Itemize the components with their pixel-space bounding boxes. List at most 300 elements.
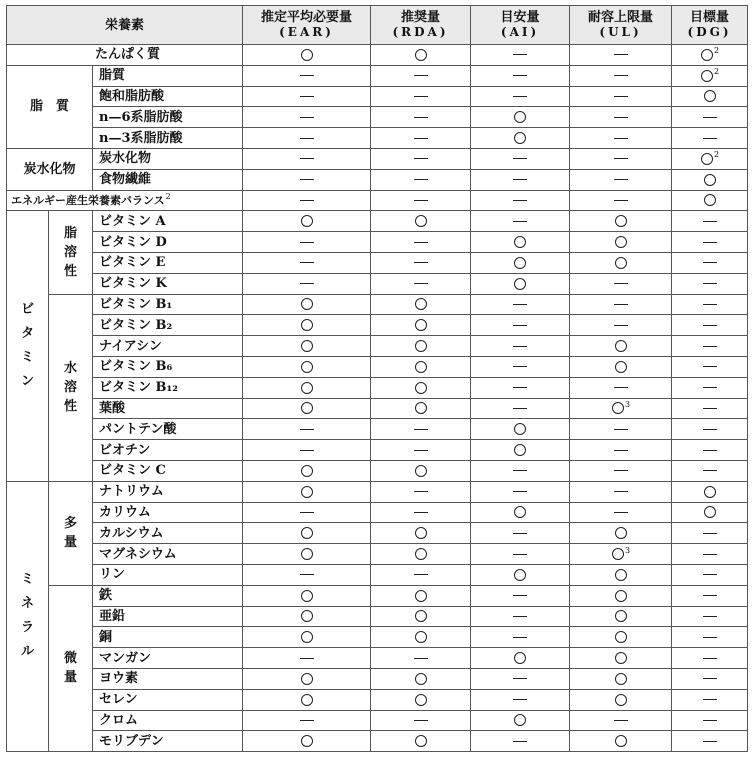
- dash-mark-icon: [414, 262, 428, 263]
- header-dg: 目標量 (DG): [672, 6, 748, 45]
- circle-mark-icon: [615, 527, 627, 539]
- nutrient-label: ビオチン: [99, 442, 151, 458]
- value-dg: [672, 731, 748, 752]
- nutrient-table-container: [6, 5, 747, 752]
- circle-mark-icon: [514, 714, 526, 726]
- dash-mark-icon: [614, 325, 628, 326]
- dash-mark-icon: [300, 96, 314, 97]
- value-dg: [672, 273, 748, 294]
- dash-mark-icon: [703, 554, 717, 555]
- value-ai: [471, 86, 570, 107]
- value-dg: [672, 232, 748, 253]
- dash-mark-icon: [614, 387, 628, 388]
- circle-mark-icon: [301, 319, 313, 331]
- value-dg: [672, 689, 748, 710]
- dash-mark-icon: [703, 221, 717, 222]
- value-dg: [672, 440, 748, 461]
- circle-mark-icon: [301, 402, 313, 414]
- value-rda: [371, 107, 471, 128]
- nutrient-label: 飽和脂肪酸: [99, 88, 165, 104]
- value-rda: [371, 398, 471, 419]
- group-fat-soluble-char: 脂: [63, 225, 77, 241]
- nutrient-name: [93, 107, 243, 128]
- nutrient-label: n—6系脂肪酸: [99, 109, 183, 125]
- value-ear: [243, 169, 371, 190]
- value-rda: [371, 148, 471, 169]
- circle-mark-icon: [415, 298, 427, 310]
- value-ai: [471, 440, 570, 461]
- value-ul: [570, 544, 672, 565]
- value-ear: [243, 252, 371, 273]
- value-ai: [471, 128, 570, 149]
- nutrient-name: [7, 190, 243, 211]
- dash-mark-icon: [414, 138, 428, 139]
- circle-mark-icon: [301, 527, 313, 539]
- value-rda: [371, 544, 471, 565]
- value-ear: [243, 627, 371, 648]
- value-ai: [471, 107, 570, 128]
- value-rda: [371, 336, 471, 357]
- dash-mark-icon: [703, 720, 717, 721]
- dash-mark-icon: [513, 533, 527, 534]
- value-ai: [471, 627, 570, 648]
- dash-mark-icon: [513, 304, 527, 305]
- table-row: [7, 128, 748, 149]
- value-ul: [570, 710, 672, 731]
- circle-mark-icon: [301, 215, 313, 227]
- group-vitamin-char: ビ: [20, 302, 34, 318]
- dash-mark-icon: [300, 720, 314, 721]
- circle-mark-icon: [615, 590, 627, 602]
- value-ear: [243, 336, 371, 357]
- value-ai: [471, 648, 570, 669]
- dash-mark-icon: [703, 408, 717, 409]
- dash-mark-icon: [414, 200, 428, 201]
- value-ai: [471, 336, 570, 357]
- circle-mark-icon: [701, 70, 713, 82]
- nutrient-label: ナイアシン: [99, 338, 162, 354]
- nutrient-name: [93, 481, 243, 502]
- value-rda: [371, 585, 471, 606]
- footnote-mark: 2: [713, 46, 720, 56]
- value-rda: [371, 440, 471, 461]
- dash-mark-icon: [703, 387, 717, 388]
- circle-mark-icon: [301, 49, 313, 61]
- dash-mark-icon: [614, 179, 628, 180]
- dash-mark-icon: [513, 366, 527, 367]
- circle-mark-icon: [415, 382, 427, 394]
- group-water-soluble: [49, 294, 93, 481]
- circle-mark-icon: [301, 382, 313, 394]
- value-ear: [243, 585, 371, 606]
- circle-mark-icon: [615, 673, 627, 685]
- circle-mark-icon: [301, 361, 313, 373]
- group-mineral-char: ル: [20, 644, 34, 660]
- table-row: [7, 356, 748, 377]
- nutrient-name: [93, 523, 243, 544]
- dash-mark-icon: [300, 429, 314, 430]
- group-water-soluble-char: 性: [63, 399, 77, 415]
- circle-mark-icon: [615, 340, 627, 352]
- circle-mark-icon: [301, 610, 313, 622]
- header-ear: 推定平均必要量 (EAR): [243, 6, 371, 45]
- value-ear: [243, 86, 371, 107]
- value-dg: [672, 606, 748, 627]
- circle-mark-icon: [415, 673, 427, 685]
- nutrient-label: 葉酸: [99, 400, 126, 416]
- group-mineral-char: ミ: [20, 572, 34, 588]
- dash-mark-icon: [614, 96, 628, 97]
- table-row: [7, 232, 748, 253]
- circle-mark-icon: [415, 548, 427, 560]
- nutrient-label: ヨウ素: [99, 671, 139, 687]
- value-ai: [471, 211, 570, 232]
- group-mineral-char: ラ: [20, 620, 34, 636]
- nutrient-name: [93, 460, 243, 481]
- circle-mark-icon: [612, 402, 624, 414]
- value-ai: [471, 148, 570, 169]
- dash-mark-icon: [703, 699, 717, 700]
- value-ul: [570, 689, 672, 710]
- value-dg: [672, 86, 748, 107]
- nutrient-label: n—3系脂肪酸: [99, 130, 183, 146]
- header-nutrient: 栄養素: [7, 6, 243, 45]
- value-dg: [672, 627, 748, 648]
- footnote-mark: 3: [624, 399, 631, 409]
- nutrient-label: 脂質: [99, 68, 126, 84]
- nutrient-name: [7, 45, 243, 66]
- circle-mark-icon: [301, 590, 313, 602]
- circle-mark-icon: [415, 610, 427, 622]
- nutrient-name: [93, 232, 243, 253]
- value-ai: [471, 45, 570, 66]
- value-ul: [570, 731, 672, 752]
- value-dg: [672, 45, 748, 66]
- dash-mark-icon: [414, 574, 428, 575]
- dash-mark-icon: [300, 262, 314, 263]
- nutrient-label: モリブデン: [99, 733, 164, 749]
- value-ul: [570, 627, 672, 648]
- value-dg: [672, 585, 748, 606]
- dash-mark-icon: [414, 117, 428, 118]
- dash-mark-icon: [414, 491, 428, 492]
- value-ear: [243, 564, 371, 585]
- table-row: [7, 86, 748, 107]
- nutrient-label: セレン: [99, 692, 138, 708]
- value-dg: [672, 65, 748, 86]
- value-rda: [371, 689, 471, 710]
- value-ai: [471, 564, 570, 585]
- value-dg: [672, 523, 748, 544]
- table-row: [7, 294, 748, 315]
- table-row: [7, 689, 748, 710]
- nutrient-name: [93, 211, 243, 232]
- nutrient-name: [93, 252, 243, 273]
- value-dg: [672, 544, 748, 565]
- dash-mark-icon: [300, 138, 314, 139]
- value-rda: [371, 377, 471, 398]
- value-ear: [243, 419, 371, 440]
- value-rda: [371, 710, 471, 731]
- value-ul: [570, 398, 672, 419]
- value-dg: [672, 336, 748, 357]
- value-ai: [471, 460, 570, 481]
- value-ear: [243, 148, 371, 169]
- value-ul: [570, 169, 672, 190]
- dash-mark-icon: [300, 658, 314, 659]
- table-row: [7, 336, 748, 357]
- circle-mark-icon: [704, 486, 716, 498]
- circle-mark-icon: [615, 361, 627, 373]
- value-dg: [672, 481, 748, 502]
- value-rda: [371, 45, 471, 66]
- table-row: [7, 564, 748, 585]
- dash-mark-icon: [703, 346, 717, 347]
- table-row: [7, 606, 748, 627]
- nutrient-name: [93, 336, 243, 357]
- value-ul: [570, 252, 672, 273]
- nutrient-label: カリウム: [99, 504, 151, 520]
- nutrient-label: 鉄: [99, 588, 113, 604]
- circle-mark-icon: [415, 49, 427, 61]
- value-ai: [471, 544, 570, 565]
- group-mineral-char: ネ: [20, 596, 34, 612]
- footnote-mark: 2: [165, 191, 171, 201]
- dash-mark-icon: [513, 387, 527, 388]
- value-ear: [243, 356, 371, 377]
- dash-mark-icon: [513, 491, 527, 492]
- value-rda: [371, 668, 471, 689]
- dash-mark-icon: [614, 54, 628, 55]
- circle-mark-icon: [514, 111, 526, 123]
- value-ai: [471, 252, 570, 273]
- value-ul: [570, 315, 672, 336]
- value-dg: [672, 107, 748, 128]
- value-ai: [471, 523, 570, 544]
- dash-mark-icon: [513, 200, 527, 201]
- value-rda: [371, 294, 471, 315]
- dash-mark-icon: [513, 699, 527, 700]
- value-rda: [371, 502, 471, 523]
- value-ai: [471, 315, 570, 336]
- header-ul: 耐容上限量 (UL): [570, 6, 672, 45]
- value-ai: [471, 731, 570, 752]
- nutrient-name: [93, 668, 243, 689]
- value-ai: [471, 398, 570, 419]
- value-dg: [672, 252, 748, 273]
- dash-mark-icon: [703, 637, 717, 638]
- circle-mark-icon: [301, 298, 313, 310]
- value-ear: [243, 211, 371, 232]
- circle-mark-icon: [301, 548, 313, 560]
- table-row: [7, 440, 748, 461]
- dash-mark-icon: [414, 512, 428, 513]
- value-dg: [672, 564, 748, 585]
- value-rda: [371, 252, 471, 273]
- dash-mark-icon: [513, 637, 527, 638]
- value-rda: [371, 606, 471, 627]
- value-ai: [471, 710, 570, 731]
- nutrient-label: ビタミン D: [99, 234, 167, 250]
- value-ul: [570, 377, 672, 398]
- value-ai: [471, 190, 570, 211]
- footnote-mark: 2: [713, 150, 720, 160]
- circle-mark-icon: [615, 236, 627, 248]
- value-dg: [672, 190, 748, 211]
- value-ul: [570, 190, 672, 211]
- circle-mark-icon: [415, 465, 427, 477]
- table-row: [7, 710, 748, 731]
- dash-mark-icon: [703, 574, 717, 575]
- dash-mark-icon: [513, 678, 527, 679]
- table-row: [7, 648, 748, 669]
- dash-mark-icon: [513, 554, 527, 555]
- dash-mark-icon: [300, 283, 314, 284]
- nutrient-name: [93, 627, 243, 648]
- circle-mark-icon: [301, 694, 313, 706]
- nutrient-label: ビタミン B₁: [99, 296, 173, 312]
- nutrient-label: ビタミン K: [99, 276, 167, 292]
- dash-mark-icon: [300, 179, 314, 180]
- dash-mark-icon: [614, 429, 628, 430]
- value-ul: [570, 481, 672, 502]
- value-ear: [243, 377, 371, 398]
- circle-mark-icon: [612, 548, 624, 560]
- value-ul: [570, 148, 672, 169]
- dash-mark-icon: [300, 117, 314, 118]
- header-row: [7, 6, 748, 45]
- nutrient-label: ビタミン B₁₂: [99, 380, 178, 396]
- value-ul: [570, 606, 672, 627]
- value-ul: [570, 585, 672, 606]
- table-row: [7, 668, 748, 689]
- group-fat-soluble-char: 溶: [63, 244, 77, 260]
- dash-mark-icon: [703, 117, 717, 118]
- group-trace: [49, 585, 93, 751]
- value-ul: [570, 440, 672, 461]
- group-trace-char: 量: [63, 670, 77, 686]
- circle-mark-icon: [415, 631, 427, 643]
- value-ul: [570, 523, 672, 544]
- nutrient-label: マグネシウム: [99, 546, 177, 562]
- dash-mark-icon: [414, 450, 428, 451]
- value-ai: [471, 689, 570, 710]
- group-water-soluble-char: 水: [63, 361, 77, 377]
- value-ear: [243, 648, 371, 669]
- group-fat-soluble: [49, 211, 93, 294]
- value-ear: [243, 190, 371, 211]
- nutrient-name: [93, 65, 243, 86]
- value-ai: [471, 232, 570, 253]
- table-row: [7, 169, 748, 190]
- value-ear: [243, 481, 371, 502]
- nutrient-name: [93, 689, 243, 710]
- value-ear: [243, 398, 371, 419]
- group-carbohydrate: 炭水化物: [7, 148, 93, 190]
- table-row: [7, 460, 748, 481]
- nutrient-label: 炭水化物: [99, 151, 152, 167]
- circle-mark-icon: [701, 153, 713, 165]
- value-ai: [471, 65, 570, 86]
- nutrient-label: パントテン酸: [99, 421, 177, 437]
- dash-mark-icon: [703, 450, 717, 451]
- value-dg: [672, 169, 748, 190]
- value-dg: [672, 128, 748, 149]
- value-rda: [371, 65, 471, 86]
- value-ai: [471, 169, 570, 190]
- dash-mark-icon: [300, 242, 314, 243]
- dash-mark-icon: [414, 158, 428, 159]
- dash-mark-icon: [703, 325, 717, 326]
- nutrient-label: マンガン: [99, 650, 152, 666]
- circle-mark-icon: [415, 735, 427, 747]
- table-row: [7, 107, 748, 128]
- nutrient-name: [93, 294, 243, 315]
- value-ul: [570, 107, 672, 128]
- dash-mark-icon: [614, 512, 628, 513]
- dash-mark-icon: [300, 75, 314, 76]
- dash-mark-icon: [614, 720, 628, 721]
- group-lipid: 脂 質: [7, 65, 93, 148]
- value-rda: [371, 128, 471, 149]
- dash-mark-icon: [513, 325, 527, 326]
- value-rda: [371, 481, 471, 502]
- dash-mark-icon: [614, 450, 628, 451]
- dash-mark-icon: [513, 179, 527, 180]
- table-row: [7, 211, 748, 232]
- circle-mark-icon: [301, 340, 313, 352]
- dash-mark-icon: [513, 346, 527, 347]
- circle-mark-icon: [415, 527, 427, 539]
- dash-mark-icon: [513, 96, 527, 97]
- nutrient-name: [93, 564, 243, 585]
- nutrient-label: 銅: [99, 629, 113, 645]
- dash-mark-icon: [300, 200, 314, 201]
- circle-mark-icon: [615, 610, 627, 622]
- dash-mark-icon: [703, 242, 717, 243]
- nutrient-name: [93, 148, 243, 169]
- value-ul: [570, 294, 672, 315]
- value-ear: [243, 65, 371, 86]
- value-ul: [570, 502, 672, 523]
- circle-mark-icon: [415, 215, 427, 227]
- nutrient-label: ビタミン B₆: [99, 359, 173, 375]
- value-ai: [471, 377, 570, 398]
- group-vitamin-char: ン: [20, 374, 34, 390]
- circle-mark-icon: [415, 694, 427, 706]
- dash-mark-icon: [614, 470, 628, 471]
- dash-mark-icon: [703, 304, 717, 305]
- table-row: [7, 190, 748, 211]
- footnote-mark: 3: [624, 545, 631, 555]
- value-dg: [672, 460, 748, 481]
- group-macro: [49, 481, 93, 585]
- nutrient-label: エネルギー産生栄養素バランス: [11, 193, 165, 207]
- value-dg: [672, 315, 748, 336]
- circle-mark-icon: [701, 49, 713, 61]
- dash-mark-icon: [414, 658, 428, 659]
- dash-mark-icon: [703, 366, 717, 367]
- value-dg: [672, 211, 748, 232]
- circle-mark-icon: [301, 673, 313, 685]
- value-ul: [570, 65, 672, 86]
- value-ai: [471, 419, 570, 440]
- value-ai: [471, 502, 570, 523]
- dash-mark-icon: [703, 429, 717, 430]
- dash-mark-icon: [414, 179, 428, 180]
- header-rda: 推奨量 (RDA): [371, 6, 471, 45]
- dash-mark-icon: [703, 678, 717, 679]
